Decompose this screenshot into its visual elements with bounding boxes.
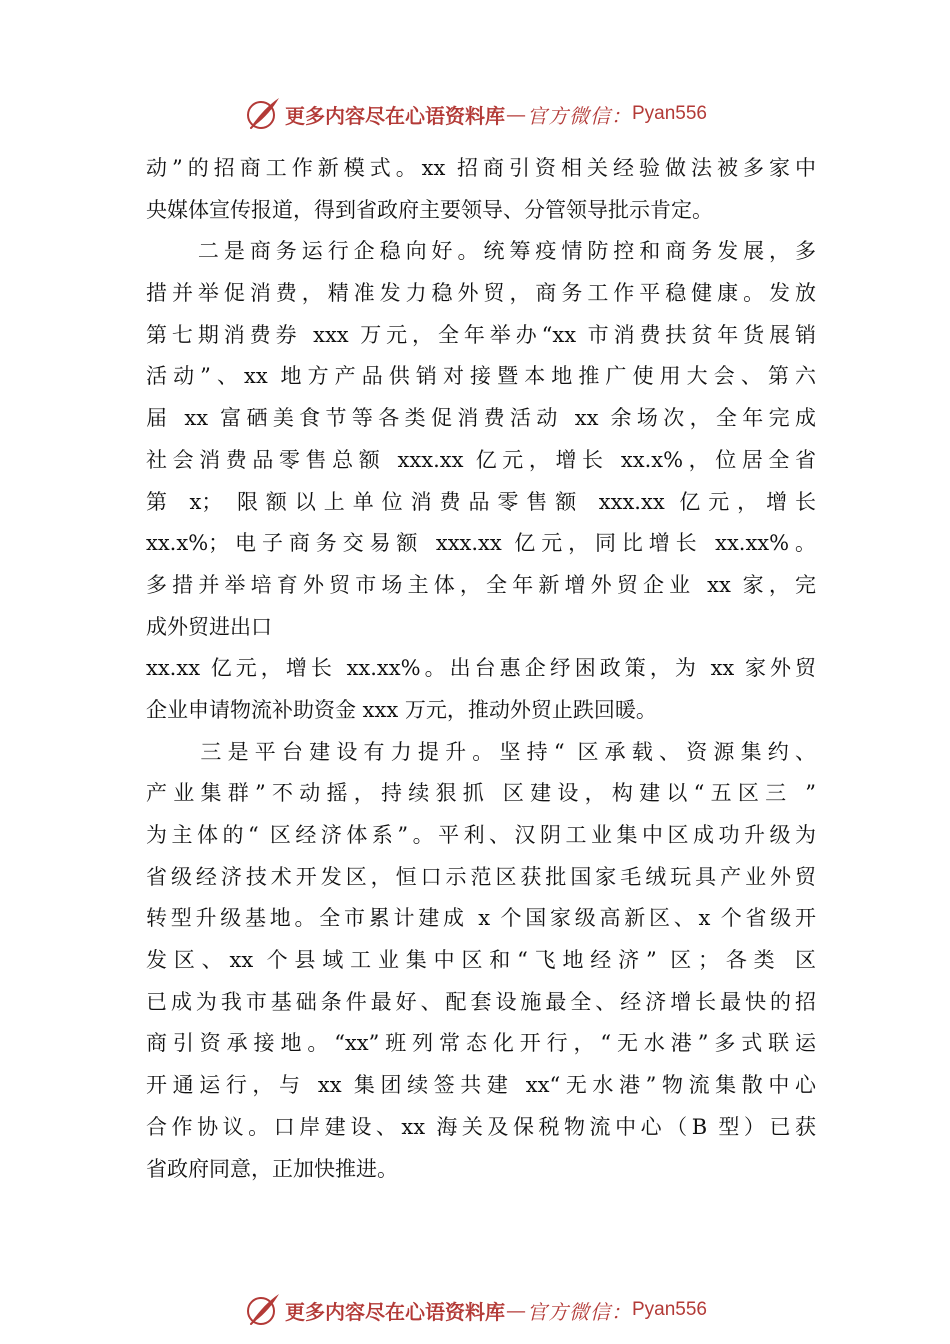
feather-pen-seal-icon xyxy=(243,94,283,134)
watermark-wechat-id: Pyan556 xyxy=(631,103,707,124)
text-line: 企业申请物流补助资金 xxx 万元，推动外贸止跌回暖。 xyxy=(146,697,657,722)
watermark-wechat-id: Pyan556 xyxy=(631,1299,707,1320)
feather-pen-seal-icon xyxy=(243,1290,283,1330)
text-line: 第 x； 限额以上单位消费品零售额 xxx.xx 亿元，增长 xyxy=(146,489,816,514)
text-line: 成外贸进出口 xyxy=(146,614,272,639)
text-line: 转型升级基地。全市累计建成 x 个国家级高新区、x 个省级开 xyxy=(146,906,816,931)
text-line: xx.x%；电子商务交易额 xxx.xx 亿元，同比增长 xx.xx%。 xyxy=(146,531,816,556)
text-line: 合作协议。口岸建设、xx 海关及保税物流中心（B 型）已获 xyxy=(146,1114,816,1139)
text-line: 多措并举培育外贸市场主体，全年新增外贸企业 xx 家，完 xyxy=(146,572,816,597)
text-line: 第七期消费券 xxx 万元，全年举办“xx 市消费扶贫年货展销 xyxy=(146,322,816,347)
text-line: 为主体的“ 区经济体系”。平利、汉阴工业集中区成功升级为 xyxy=(146,823,816,847)
text-line: 社会消费品零售总额 xxx.xx 亿元，增长 xx.x%，位居全省 xyxy=(146,447,816,472)
watermark-title: 更多内容尽在心语资料库 xyxy=(284,103,505,128)
text-line: 开通运行，与 xx 集团续签共建 xx“无水港”物流集散中心 xyxy=(146,1073,816,1098)
footer-watermark xyxy=(0,1290,950,1330)
text-line: 产业集群”不动摇，持续狠抓 区建设，构建以“五区三 ” xyxy=(146,781,816,806)
text-line: 活动”、xx 地方产品供销对接暨本地推广使用大会、第六 xyxy=(146,364,816,389)
text-line: xx.xx 亿元，增长 xx.xx%。出台惠企纾困政策，为 xx 家外贸 xyxy=(146,656,816,681)
document-body xyxy=(146,148,816,1190)
watermark-dash: — xyxy=(505,102,526,126)
watermark-wechat-label: 官方微信： xyxy=(526,103,632,128)
text-line: 届 xx 富硒美食节等各类促消费活动 xx 余场次，全年完成 xyxy=(146,406,816,431)
text-line: 发区、xx 个县域工业集中区和“飞地经济” 区；各类 区 xyxy=(146,948,816,973)
watermark-dash: — xyxy=(505,1298,526,1322)
text-line: 央媒体宣传报道，得到省政府主要领导、分管领导批示肯定。 xyxy=(146,197,713,222)
text-line: 动”的招商工作新模式。xx 招商引资相关经验做法被多家中 xyxy=(146,156,816,180)
watermark-title: 更多内容尽在心语资料库 xyxy=(284,1299,505,1324)
watermark-wechat-label: 官方微信： xyxy=(526,1299,632,1324)
text-line: 省政府同意，正加快推进。 xyxy=(146,1156,398,1181)
text-line: 措并举促消费，精准发力稳外贸，商务工作平稳健康。发放 xyxy=(146,281,816,306)
header-watermark xyxy=(0,94,950,134)
text-line: 已成为我市基础条件最好、配套设施最全、经济增长最快的招 xyxy=(146,989,816,1014)
text-line: 三是平台建设有力提升。坚持“ 区承载、资源集约、 xyxy=(146,739,816,764)
text-line: 省级经济技术开发区，恒口示范区获批国家毛绒玩具产业外贸 xyxy=(146,864,816,889)
text-line: 商引资承接地。“xx”班列常态化开行，“无水港”多式联运 xyxy=(146,1031,816,1056)
text-line: 二是商务运行企稳向好。统筹疫情防控和商务发展，多 xyxy=(146,239,816,264)
